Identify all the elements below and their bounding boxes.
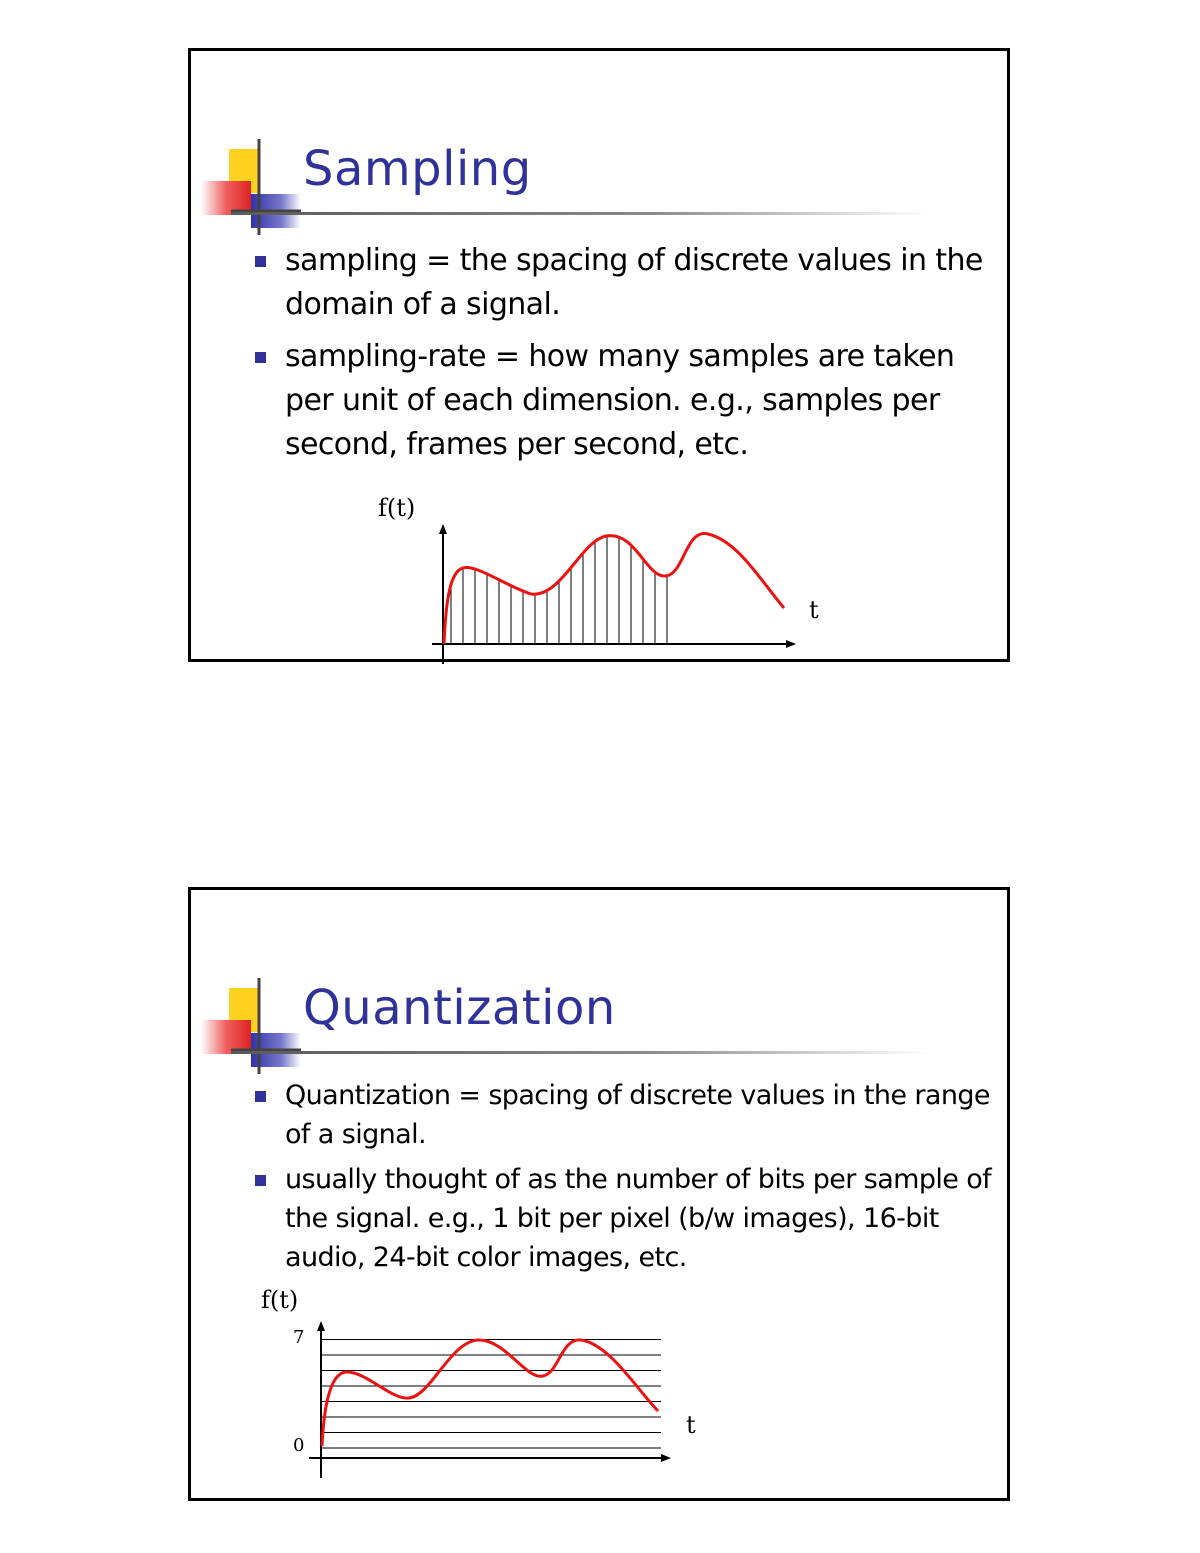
- bullet-text: Quantization = spacing of discrete values in the range of a signal.: [285, 1080, 990, 1150]
- graph-y-min-label: 0: [293, 1435, 305, 1456]
- bullet-square-icon: [255, 1175, 266, 1186]
- bullet-item: [255, 335, 995, 467]
- graph-y-max-label: 7: [293, 1327, 305, 1348]
- y-axis-arrow-icon: [317, 1321, 325, 1331]
- y-axis-arrow-icon: [439, 524, 447, 534]
- bullet-square-icon: [255, 1091, 266, 1102]
- bullet-square-icon: [255, 256, 266, 267]
- graph-y-label: f(t): [378, 494, 416, 522]
- graph-x-label: t: [686, 1411, 696, 1439]
- slide-logo-icon: [201, 139, 301, 235]
- sampling-graph: [366, 486, 826, 666]
- title-rule: [231, 212, 931, 215]
- graph-y-label: f(t): [261, 1286, 299, 1314]
- bullet-text: usually thought of as the number of bits per sample of the signal. e.g., 1 bit per pixel (b/w images), 16-bit audio, 24-bit color images, etc.: [285, 1164, 992, 1273]
- quantization-graph: [251, 1278, 731, 1498]
- x-axis-arrow-icon: [786, 640, 796, 648]
- bullet-text: sampling-rate = how many samples are taken per unit of each dimension. e.g., samples per second, frames per second, etc.: [285, 339, 955, 462]
- x-axis-arrow-icon: [661, 1454, 671, 1462]
- bullet-item: [255, 1160, 995, 1277]
- slide-quantization: [188, 887, 1010, 1501]
- signal-curve: [322, 1340, 658, 1446]
- title-rule: [231, 1051, 931, 1054]
- graph-x-label: t: [809, 596, 819, 624]
- slide-sampling: [188, 48, 1010, 662]
- bullet-list: [255, 239, 995, 475]
- sample-lines: [451, 536, 667, 644]
- slide-logo-icon: [201, 978, 301, 1074]
- signal-curve: [444, 533, 784, 644]
- slide-title: Sampling: [303, 141, 532, 197]
- bullet-text: sampling = the spacing of discrete values in the domain of a signal.: [285, 243, 983, 322]
- bullet-item: [255, 1076, 995, 1154]
- slide-title: Quantization: [303, 980, 616, 1036]
- bullet-list: [255, 1076, 995, 1283]
- bullet-square-icon: [255, 352, 266, 363]
- bullet-item: [255, 239, 995, 327]
